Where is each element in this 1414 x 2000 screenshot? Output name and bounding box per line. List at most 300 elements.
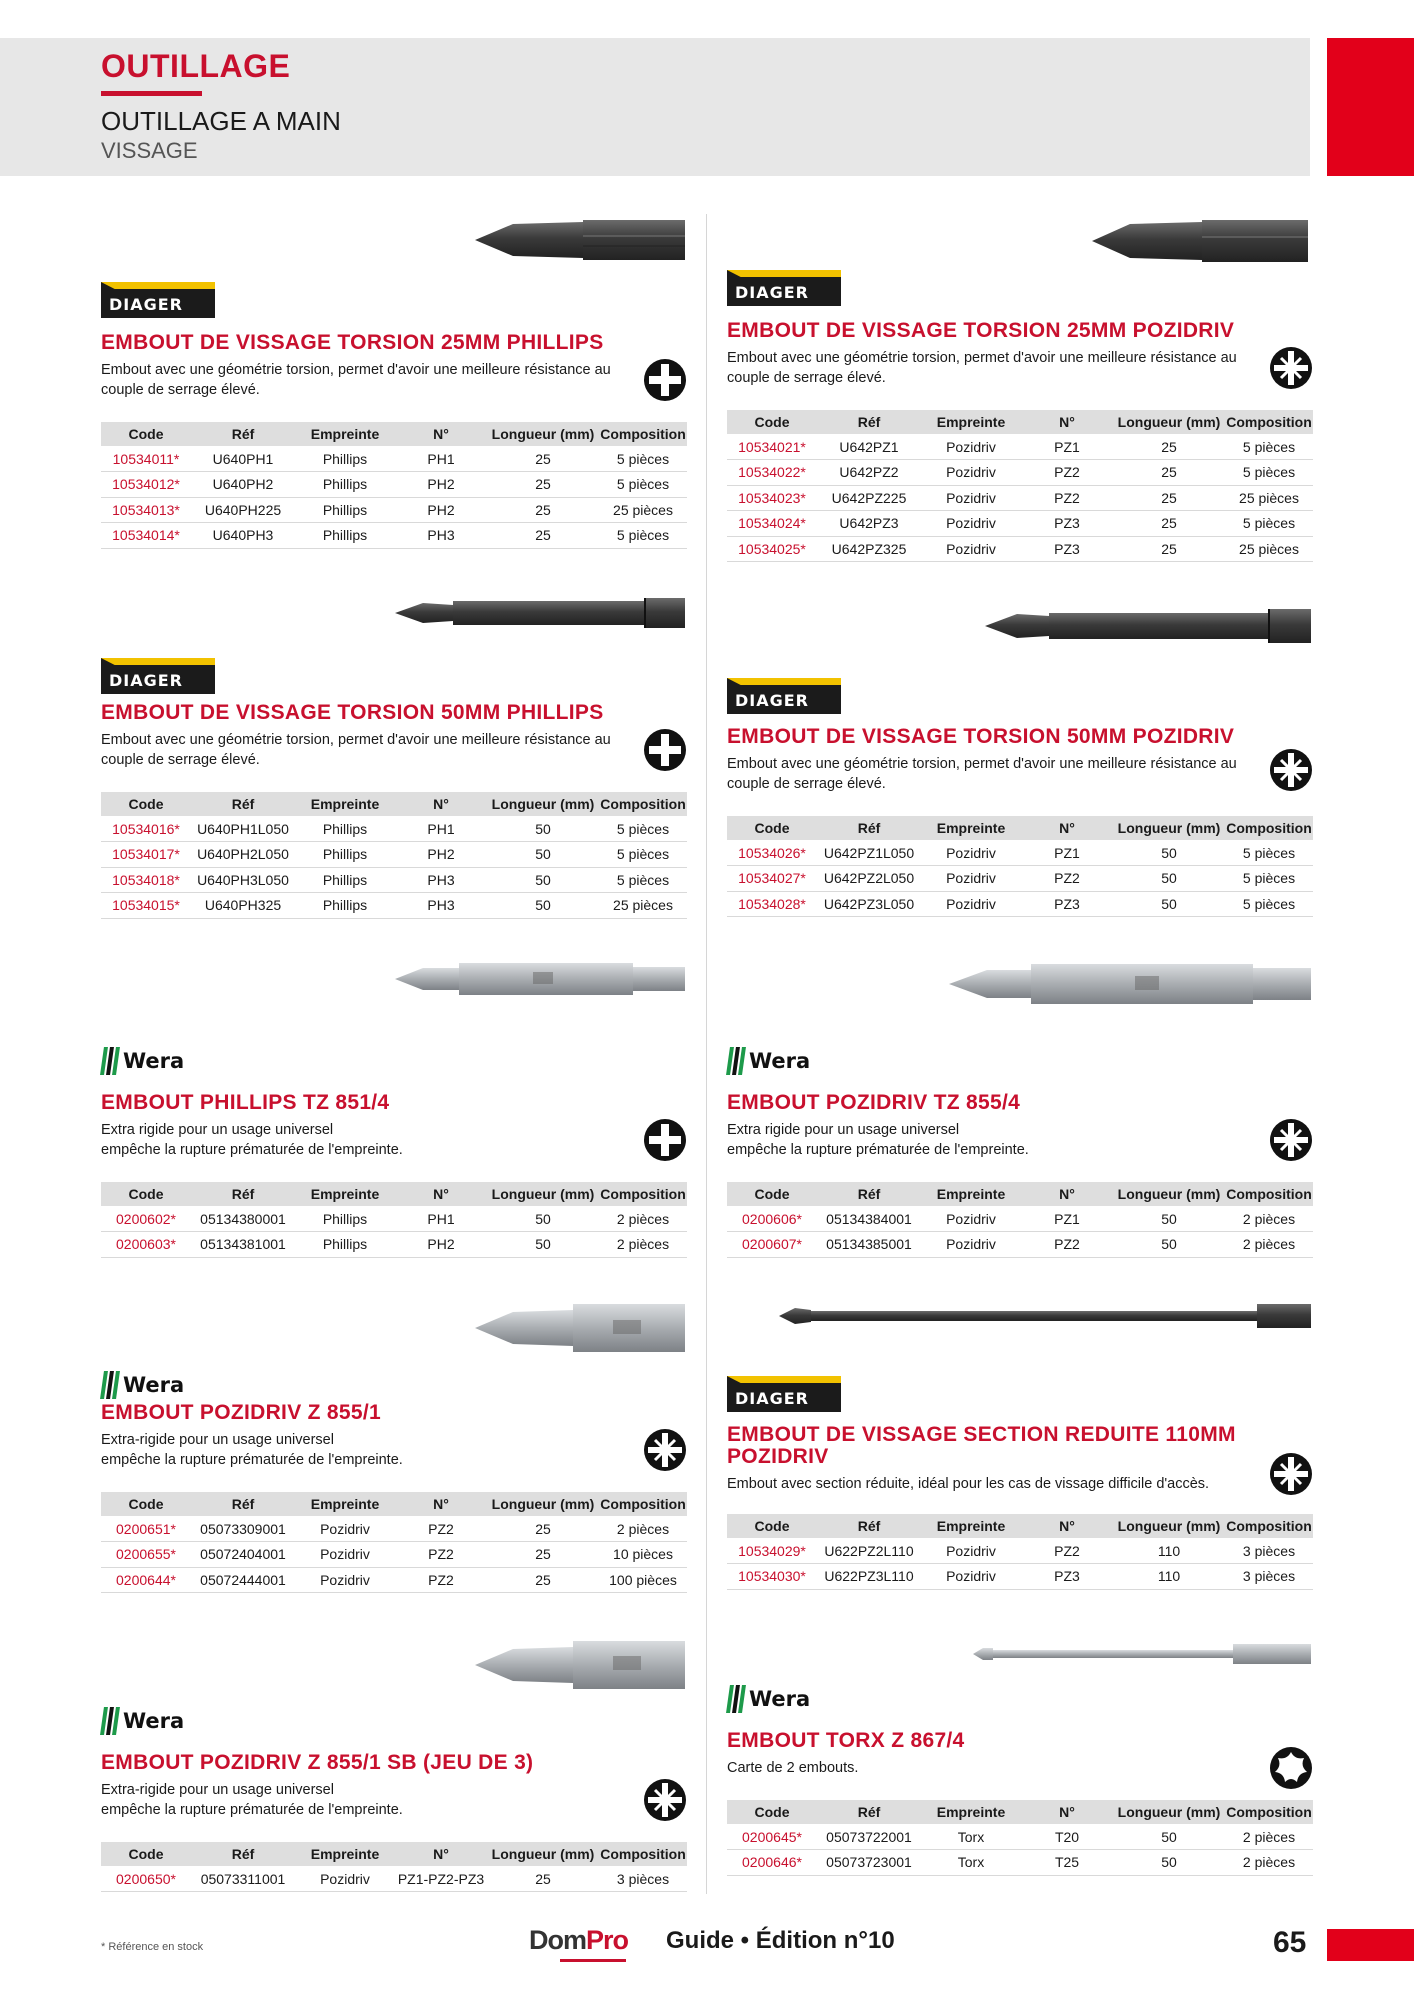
table-cell: Torx: [921, 1824, 1021, 1850]
table-header-cell: Réf: [191, 792, 295, 816]
wera-logo: Wera: [101, 1368, 184, 1402]
product-p9: [101, 1636, 687, 1896]
table-cell: PH2: [395, 497, 487, 523]
table-cell: U642PZ1: [817, 434, 921, 460]
table-cell: 2 pièces: [1225, 1850, 1313, 1876]
table-header-cell: Code: [101, 1842, 191, 1866]
table-cell: 25: [1113, 485, 1225, 511]
product-table: [727, 1514, 1313, 1590]
table-header-cell: N°: [1021, 1800, 1113, 1824]
table-header-cell: Composition: [599, 1182, 687, 1206]
table-row: [101, 867, 687, 893]
table-cell: U622PZ2L110: [817, 1538, 921, 1564]
table-cell: PZ1-PZ2-PZ3: [395, 1866, 487, 1892]
product-description: Embout avec une géométrie torsion, permet d'avoir une meilleure résistance au couple de serrage élevé.: [101, 362, 611, 398]
table-cell: PZ1: [1021, 434, 1113, 460]
table-header-cell: Code: [101, 792, 191, 816]
table-cell: U640PH3L050: [191, 867, 295, 893]
bit-photo-icon: [473, 1298, 687, 1358]
product-title: EMBOUT PHILLIPS TZ 851/4: [101, 1091, 390, 1114]
bit-photo-icon: [971, 1638, 1313, 1670]
table-cell: Phillips: [295, 446, 395, 472]
page-subtitle: OUTILLAGE A MAIN: [101, 106, 341, 136]
table-cell: PZ2: [1021, 485, 1113, 511]
product-p4: [727, 600, 1313, 920]
table-cell: U642PZ3: [817, 511, 921, 537]
bit-photo-icon: [947, 956, 1313, 1012]
table-header-cell: Empreinte: [921, 1800, 1021, 1824]
dompro-logo: DomPro: [529, 1925, 629, 1955]
diager-logo: DIAGER: [727, 1376, 841, 1412]
table-cell[interactable]: 10534014*: [101, 523, 191, 549]
table-cell: Pozidriv: [921, 1232, 1021, 1258]
table-header-cell: Longueur (mm): [487, 422, 599, 446]
pozidriv-cross-icon: [643, 1778, 687, 1822]
table-row: [101, 497, 687, 523]
header-red-tab: [1327, 38, 1414, 176]
product-description: Extra-rigide pour un usage universel empêche la rupture prématurée de l'empreinte.: [101, 1782, 403, 1818]
wera-logo: Wera: [101, 1704, 184, 1738]
table-cell: 50: [1113, 891, 1225, 917]
table-header-cell: Réf: [191, 1492, 295, 1516]
table-cell: 2 pièces: [1225, 1206, 1313, 1232]
table-cell: 25 pièces: [599, 893, 687, 919]
wera-mark-icon: [727, 1684, 745, 1714]
phillips-cross-icon: [643, 358, 687, 402]
table-cell: 25: [1113, 511, 1225, 537]
product-title: EMBOUT DE VISSAGE SECTION REDUITE 110MM POZIDRIV: [727, 1423, 1236, 1468]
product-title: EMBOUT DE VISSAGE TORSION 50MM POZIDRIV: [727, 725, 1235, 748]
table-cell: 25: [1113, 460, 1225, 486]
table-cell: 25: [487, 472, 599, 498]
product-title: EMBOUT TORX Z 867/4: [727, 1729, 965, 1752]
table-cell: 25: [487, 1516, 599, 1542]
table-header-cell: Composition: [599, 792, 687, 816]
table-cell: 5 pièces: [1225, 511, 1313, 537]
table-cell: Phillips: [295, 472, 395, 498]
table-cell: 5 pièces: [599, 867, 687, 893]
table-cell[interactable]: 0200602*: [101, 1206, 191, 1232]
wera-mark-icon: [101, 1046, 119, 1076]
table-row: [727, 511, 1313, 537]
table-header-cell: Réf: [817, 1514, 921, 1538]
table-cell: 25: [487, 1567, 599, 1593]
table-header-cell: N°: [1021, 1182, 1113, 1206]
table-cell: U640PH3: [191, 523, 295, 549]
table-header-cell: Longueur (mm): [487, 1842, 599, 1866]
table-header-cell: Réf: [191, 1842, 295, 1866]
table-row: [101, 1516, 687, 1542]
table-cell: 110: [1113, 1564, 1225, 1590]
dompro-logo-bar: [560, 1959, 626, 1962]
table-cell: Phillips: [295, 1206, 395, 1232]
table-row: [101, 842, 687, 868]
table-cell: Pozidriv: [921, 511, 1021, 537]
table-cell: 05073309001: [191, 1516, 295, 1542]
column-divider: [706, 214, 707, 1894]
table-cell[interactable]: 10534013*: [101, 497, 191, 523]
table-cell[interactable]: 10534030*: [727, 1564, 817, 1590]
table-cell: PZ3: [1021, 891, 1113, 917]
table-header-cell: N°: [1021, 410, 1113, 434]
page-number: 65: [1273, 1926, 1307, 1959]
table-cell: Phillips: [295, 816, 395, 842]
table-header-cell: Réf: [191, 1182, 295, 1206]
product-title: EMBOUT DE VISSAGE TORSION 25MM POZIDRIV: [727, 319, 1235, 342]
table-cell: T20: [1021, 1824, 1113, 1850]
table-header-cell: Composition: [599, 1492, 687, 1516]
table-cell: 05072404001: [191, 1542, 295, 1568]
bit-photo-icon: [393, 956, 687, 1002]
table-cell: 3 pièces: [599, 1866, 687, 1892]
table-header-cell: Empreinte: [921, 410, 1021, 434]
wera-logo: Wera: [727, 1682, 810, 1716]
table-cell: 5 pièces: [599, 523, 687, 549]
diager-logo: DIAGER: [101, 282, 215, 318]
table-cell: PH2: [395, 842, 487, 868]
product-p1: [101, 210, 687, 550]
table-row: [727, 485, 1313, 511]
table-cell: 5 pièces: [1225, 460, 1313, 486]
table-cell[interactable]: 0200651*: [101, 1516, 191, 1542]
table-cell: Pozidriv: [921, 891, 1021, 917]
product-description: Embout avec une géométrie torsion, permet d'avoir une meilleure résistance au couple de serrage élevé.: [101, 732, 611, 768]
table-cell: Pozidriv: [295, 1516, 395, 1542]
table-cell: 5 pièces: [1225, 840, 1313, 866]
table-header-cell: Composition: [1225, 816, 1313, 840]
table-cell[interactable]: 10534012*: [101, 472, 191, 498]
table-cell: 5 pièces: [599, 816, 687, 842]
pozidriv-cross-icon: [1269, 748, 1313, 792]
table-cell: Pozidriv: [921, 536, 1021, 562]
table-cell: T25: [1021, 1850, 1113, 1876]
table-cell: Pozidriv: [921, 1564, 1021, 1590]
table-cell: 05073723001: [817, 1850, 921, 1876]
table-cell: 2 pièces: [1225, 1824, 1313, 1850]
table-cell: 25: [487, 446, 599, 472]
product-description: Embout avec une géométrie torsion, permet d'avoir une meilleure résistance au couple de serrage élevé.: [727, 350, 1237, 386]
table-row: [727, 866, 1313, 892]
table-cell: 50: [487, 816, 599, 842]
table-cell: Pozidriv: [921, 840, 1021, 866]
table-cell: 100 pièces: [599, 1567, 687, 1593]
table-row: [727, 1232, 1313, 1258]
table-cell: PZ2: [395, 1542, 487, 1568]
table-cell: 50: [1113, 1850, 1225, 1876]
product-description: Extra rigide pour un usage universel empêche la rupture prématurée de l'empreinte.: [101, 1122, 403, 1158]
table-cell: 50: [1113, 1232, 1225, 1258]
table-cell: 5 pièces: [1225, 434, 1313, 460]
table-cell: 110: [1113, 1538, 1225, 1564]
table-row: [101, 446, 687, 472]
table-header-cell: Longueur (mm): [487, 1492, 599, 1516]
table-cell: 05072444001: [191, 1567, 295, 1593]
table-header-cell: N°: [395, 422, 487, 446]
table-header-cell: Composition: [1225, 1514, 1313, 1538]
table-header-cell: Réf: [817, 1182, 921, 1206]
table-cell: PH3: [395, 523, 487, 549]
table-cell[interactable]: 0200644*: [101, 1567, 191, 1593]
table-cell: 50: [1113, 1824, 1225, 1850]
table-cell: 05134381001: [191, 1232, 295, 1258]
table-row: [727, 536, 1313, 562]
table-header-cell: Code: [727, 1182, 817, 1206]
table-cell[interactable]: 0200607*: [727, 1232, 817, 1258]
table-cell: U640PH1: [191, 446, 295, 472]
table-cell[interactable]: 10534022*: [727, 460, 817, 486]
table-row: [101, 1232, 687, 1258]
product-description: Carte de 2 embouts.: [727, 1760, 859, 1776]
table-cell: U640PH325: [191, 893, 295, 919]
product-p5: [101, 956, 687, 1276]
table-cell: 50: [1113, 840, 1225, 866]
table-cell: Pozidriv: [295, 1866, 395, 1892]
bit-photo-icon: [777, 1298, 1313, 1334]
table-cell: PH1: [395, 446, 487, 472]
table-cell: U642PZ1L050: [817, 840, 921, 866]
bit-photo-icon: [983, 602, 1313, 650]
table-header-cell: Longueur (mm): [487, 792, 599, 816]
table-cell: U642PZ2: [817, 460, 921, 486]
bit-photo-icon: [393, 591, 687, 635]
table-cell: PH1: [395, 1206, 487, 1232]
table-cell: 50: [487, 1206, 599, 1232]
table-cell: PH2: [395, 472, 487, 498]
table-header-cell: Longueur (mm): [1113, 1514, 1225, 1538]
table-header-cell: Empreinte: [921, 1514, 1021, 1538]
table-cell: Phillips: [295, 842, 395, 868]
wera-logo: Wera: [101, 1044, 184, 1078]
table-cell[interactable]: 10534021*: [727, 434, 817, 460]
table-row: [101, 523, 687, 549]
pozidriv-cross-icon: [643, 1428, 687, 1472]
table-cell: 25: [487, 523, 599, 549]
torx-star-icon: [1269, 1746, 1313, 1790]
table-cell[interactable]: 0200645*: [727, 1824, 817, 1850]
table-cell: PH3: [395, 867, 487, 893]
table-header-cell: Réf: [817, 410, 921, 434]
table-cell[interactable]: 10534028*: [727, 891, 817, 917]
table-cell[interactable]: 10534011*: [101, 446, 191, 472]
table-header-cell: N°: [395, 1492, 487, 1516]
wera-mark-icon: [101, 1706, 119, 1736]
table-header-cell: Empreinte: [295, 1492, 395, 1516]
product-table: [101, 422, 687, 549]
title-underline: [101, 91, 202, 96]
table-cell[interactable]: 10534026*: [727, 840, 817, 866]
table-cell: 50: [487, 867, 599, 893]
table-cell: U640PH2: [191, 472, 295, 498]
table-row: [727, 1206, 1313, 1232]
product-title: EMBOUT POZIDRIV Z 855/1: [101, 1401, 381, 1424]
table-cell[interactable]: 10534018*: [101, 867, 191, 893]
product-table: [727, 1182, 1313, 1258]
table-cell: PZ2: [1021, 1538, 1113, 1564]
table-cell[interactable]: 10534016*: [101, 816, 191, 842]
product-table: [727, 816, 1313, 917]
table-cell: 3 pièces: [1225, 1538, 1313, 1564]
page-category: VISSAGE: [101, 138, 198, 163]
table-row: [727, 1538, 1313, 1564]
table-cell: 05134380001: [191, 1206, 295, 1232]
table-cell: U640PH225: [191, 497, 295, 523]
table-row: [101, 472, 687, 498]
table-header-cell: Longueur (mm): [1113, 816, 1225, 840]
table-row: [101, 1866, 687, 1892]
table-header-cell: Code: [727, 816, 817, 840]
product-p2: [727, 210, 1313, 570]
product-title: EMBOUT DE VISSAGE TORSION 50MM PHILLIPS: [101, 701, 604, 724]
product-p6: [727, 956, 1313, 1276]
table-cell: U642PZ325: [817, 536, 921, 562]
table-cell: Phillips: [295, 523, 395, 549]
table-cell: 25 pièces: [1225, 485, 1313, 511]
table-row: [727, 891, 1313, 917]
table-cell: U622PZ3L110: [817, 1564, 921, 1590]
product-table: [101, 1492, 687, 1593]
table-cell[interactable]: 10534023*: [727, 485, 817, 511]
table-header-cell: Code: [101, 1492, 191, 1516]
table-cell[interactable]: 10534025*: [727, 536, 817, 562]
table-cell: PH1: [395, 816, 487, 842]
table-header-cell: Composition: [599, 1842, 687, 1866]
table-row: [101, 1206, 687, 1232]
table-cell: 05073311001: [191, 1866, 295, 1892]
table-row: [727, 1564, 1313, 1590]
table-cell[interactable]: 10534015*: [101, 893, 191, 919]
product-title: EMBOUT POZIDRIV Z 855/1 SB (JEU DE 3): [101, 1751, 534, 1774]
table-cell: 25: [487, 1866, 599, 1892]
table-header-cell: Composition: [599, 422, 687, 446]
table-cell: Phillips: [295, 893, 395, 919]
table-cell: 5 pièces: [599, 472, 687, 498]
product-description: Embout avec une géométrie torsion, permet d'avoir une meilleure résistance au couple de serrage élevé.: [727, 756, 1237, 792]
table-cell: U642PZ3L050: [817, 891, 921, 917]
table-cell: U642PZ225: [817, 485, 921, 511]
diager-logo: DIAGER: [727, 270, 841, 306]
table-cell[interactable]: 10534024*: [727, 511, 817, 537]
table-cell: Phillips: [295, 1232, 395, 1258]
table-cell: PZ3: [1021, 511, 1113, 537]
phillips-cross-icon: [643, 728, 687, 772]
product-table: [727, 1800, 1313, 1876]
table-cell[interactable]: 0200646*: [727, 1850, 817, 1876]
table-cell: U640PH1L050: [191, 816, 295, 842]
table-cell[interactable]: 10534027*: [727, 866, 817, 892]
table-cell: 25: [487, 1542, 599, 1568]
table-cell: Pozidriv: [921, 866, 1021, 892]
product-table: [727, 410, 1313, 562]
table-header-cell: Code: [727, 1800, 817, 1824]
table-cell: U640PH2L050: [191, 842, 295, 868]
product-table: [101, 1842, 687, 1892]
pozidriv-cross-icon: [1269, 1118, 1313, 1162]
table-row: [101, 1567, 687, 1593]
table-cell[interactable]: 0200650*: [101, 1866, 191, 1892]
pozidriv-cross-icon: [1269, 346, 1313, 390]
table-header-cell: Composition: [1225, 1182, 1313, 1206]
bit-photo-icon: [1090, 210, 1310, 272]
table-cell: 5 pièces: [1225, 891, 1313, 917]
table-cell: 25: [487, 497, 599, 523]
table-cell: PZ3: [1021, 1564, 1113, 1590]
table-row: [101, 816, 687, 842]
table-row: [101, 1542, 687, 1568]
table-cell: Phillips: [295, 867, 395, 893]
table-cell: PZ3: [1021, 536, 1113, 562]
table-cell: 2 pièces: [599, 1232, 687, 1258]
table-cell: PZ2: [1021, 460, 1113, 486]
table-header-cell: Composition: [1225, 1800, 1313, 1824]
table-cell: 05134385001: [817, 1232, 921, 1258]
table-cell: Pozidriv: [921, 1538, 1021, 1564]
table-header-cell: N°: [395, 792, 487, 816]
table-cell: PZ1: [1021, 1206, 1113, 1232]
table-header-cell: Longueur (mm): [1113, 1182, 1225, 1206]
table-row: [727, 1824, 1313, 1850]
table-cell: 25: [1113, 536, 1225, 562]
table-cell: 10 pièces: [599, 1542, 687, 1568]
table-cell: 5 pièces: [1225, 866, 1313, 892]
product-p3: [101, 586, 687, 926]
table-cell: 50: [487, 893, 599, 919]
table-cell: PH3: [395, 893, 487, 919]
table-row: [727, 1850, 1313, 1876]
product-table: [101, 792, 687, 919]
table-cell[interactable]: 0200655*: [101, 1542, 191, 1568]
table-header-cell: Code: [101, 422, 191, 446]
table-header-cell: Composition: [1225, 410, 1313, 434]
product-title: EMBOUT DE VISSAGE TORSION 25MM PHILLIPS: [101, 331, 604, 354]
table-header-cell: N°: [395, 1842, 487, 1866]
table-header-cell: Réf: [817, 1800, 921, 1824]
guide-edition: Guide • Édition n°10: [666, 1927, 895, 1954]
table-cell[interactable]: 10534017*: [101, 842, 191, 868]
table-cell[interactable]: 0200606*: [727, 1206, 817, 1232]
stock-footnote: * Référence en stock: [101, 1941, 204, 1953]
table-cell: Pozidriv: [921, 1206, 1021, 1232]
table-cell: 3 pièces: [1225, 1564, 1313, 1590]
table-row: [727, 434, 1313, 460]
table-row: [101, 893, 687, 919]
table-cell: Torx: [921, 1850, 1021, 1876]
table-header-cell: Empreinte: [295, 422, 395, 446]
table-cell: 5 pièces: [599, 842, 687, 868]
table-cell: PZ2: [1021, 1232, 1113, 1258]
table-cell: PH2: [395, 1232, 487, 1258]
bit-photo-icon: [473, 210, 687, 270]
table-cell[interactable]: 10534029*: [727, 1538, 817, 1564]
table-cell: Pozidriv: [295, 1542, 395, 1568]
table-header-cell: Code: [727, 410, 817, 434]
table-row: [727, 460, 1313, 486]
product-description: Extra-rigide pour un usage universel empêche la rupture prématurée de l'empreinte.: [101, 1432, 403, 1468]
table-header-cell: Longueur (mm): [1113, 1800, 1225, 1824]
table-header-cell: Longueur (mm): [1113, 410, 1225, 434]
table-cell: 05134384001: [817, 1206, 921, 1232]
table-header-cell: N°: [1021, 816, 1113, 840]
phillips-cross-icon: [643, 1118, 687, 1162]
product-p8: [727, 1298, 1313, 1598]
table-cell[interactable]: 0200603*: [101, 1232, 191, 1258]
table-cell: 25: [1113, 434, 1225, 460]
diager-logo: DIAGER: [727, 678, 841, 714]
table-cell: Pozidriv: [921, 460, 1021, 486]
product-title: EMBOUT POZIDRIV TZ 855/4: [727, 1091, 1021, 1114]
table-header-cell: Réf: [817, 816, 921, 840]
wera-mark-icon: [101, 1370, 119, 1400]
pozidriv-cross-icon: [1269, 1452, 1313, 1496]
